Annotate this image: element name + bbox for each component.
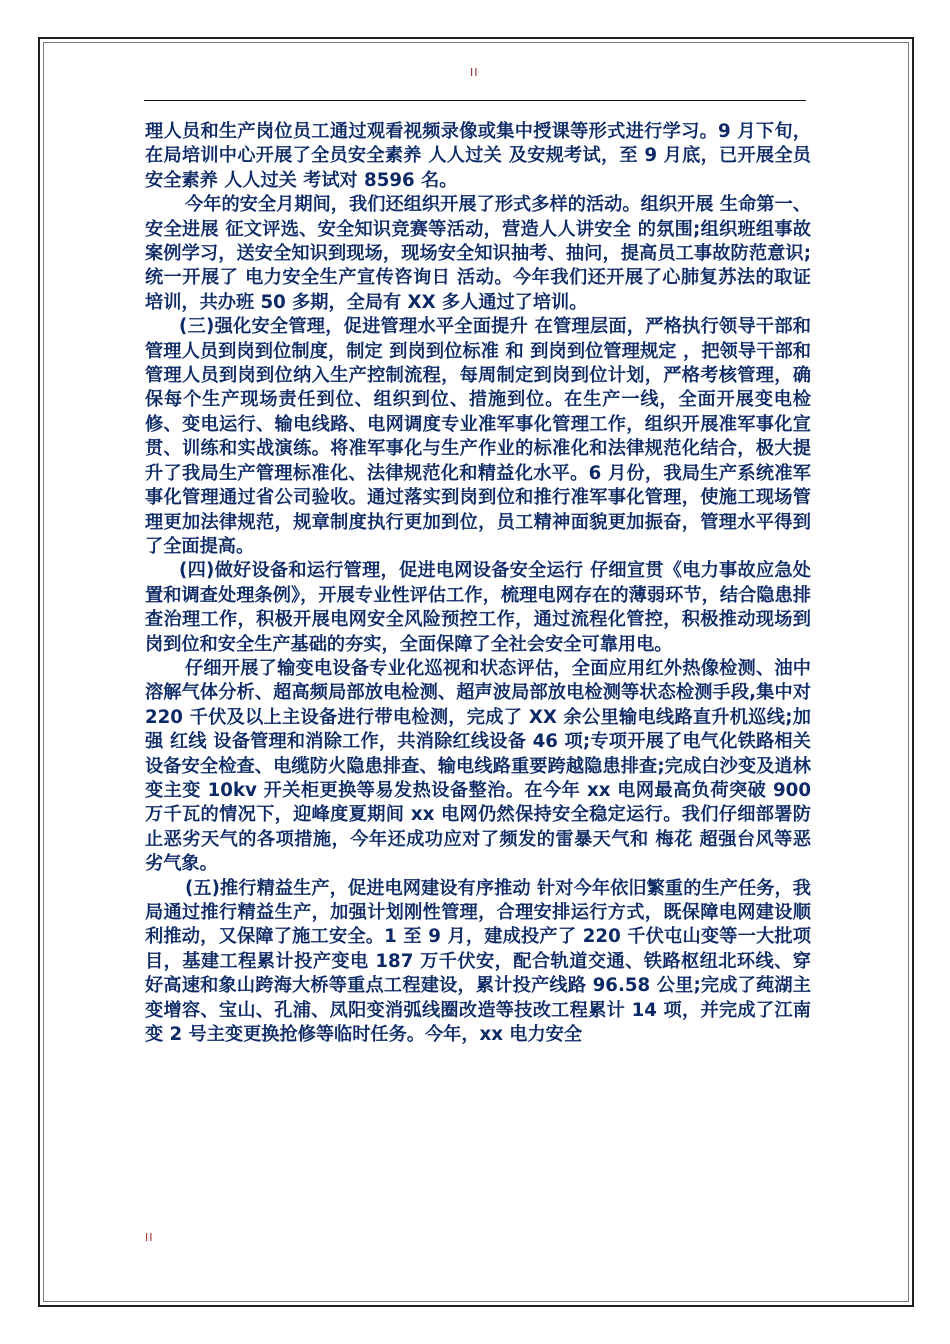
- paragraph-lean-production: (五)推行精益生产，促进电网建设有序推动 针对今年依旧繁重的生产任务，我局通过推行精益生产，加强计划刚性管理，合理安排运行方式，既保障电网建设顺利推动，又保障了施工安全。1 至 9 月，建成投产了 220 千伏屯山变等一大批项目，基建工程累计投产变电 187 万千伏安，配合轨道交通、铁路枢纽北环线、穿好高速和象山跨海大桥等重点工程建设，累计投产线路 96.58 公里;完成了莼湖主变增容、宝山、孔浦、凤阳变消弧线圈改造等技改工程累计 14 项，并完成了江南变 2 号主变更换抢修等临时任务。今年，xx 电力安全: [145, 877, 811, 1046]
- paragraph-equipment-inspection: 仔细开展了输变电设备专业化巡视和状态评估，全面应用红外热像检测、油中溶解气体分析、超高频局部放电检测、超声波局部放电检测等状态检测手段,集中对 220 千伏及以上主设备进行带电检测，完成了 XX 余公里输电线路直升机巡线;加强 红线 设备管理和消除工作，共消除红线设备 46 项;专项开展了电气化铁路相关设备安全检查、电缆防火隐患排查、输电线路重要跨越隐患排查;完成白沙变及逍林变主变 10kv 开关柜更换等易发热设备整治。在今年 xx 电网最高负荷突破 900 万千瓦的情况下，迎峰度夏期间 xx 电网仍然保持安全稳定运行。我们仔细部署防止恶劣天气的各项措施，今年还成功应对了频发的雷暴天气和 梅花 超强台风等恶劣气象。: [145, 657, 811, 875]
- paragraph-safety-month: 今年的安全月期间，我们还组织开展了形式多样的活动。组织开展 生命第一、安全进展 征文评选、安全知识竞赛等活动，营造人人讲安全 的氛围;组织班组事故案例学习，送安全知识到现场，现场安全知识抽考、抽问，提高员工事故防范意识;统一开展了 电力安全生产宣传咨询日 活动。今年我们还开展了心肺复苏法的取证培训，共办班 50 多期，全局有 XX 多人通过了培训。: [145, 194, 811, 313]
- document-body: [145, 120, 811, 1047]
- paragraph-training-continuation: 理人员和生产岗位员工通过观看视频录像或集中授课等形式进行学习。9 月下旬，在局培训中心开展了全员安全素养 人人过关 及安规考试，至 9 月底，已开展全员安全素养 人人过关 考试对 8596 名。: [145, 121, 811, 191]
- paragraph-equipment-operation: (四)做好设备和运行管理，促进电网设备安全运行 仔细宣贯《电力事故应急处置和调查处理条例》，开展专业性评估工作，梳理电网存在的薄弱环节，结合隐患排查治理工作，积极开展电网安全风险预控工作，通过流程化管控，积极推动现场到岗到位和安全生产基础的夯实，全面保障了全社会安全可靠用电。: [145, 560, 811, 655]
- paragraph-safety-management: (三)强化安全管理，促进管理水平全面提升 在管理层面，严格执行领导干部和管理人员到岗到位制度，制定 到岗到位标准 和 到岗到位管理规定 ，把领导干部和管理人员到岗到位纳入生产控制流程，每周制定到岗到位计划，严格考核管理，确保每个生产现场责任到位、组织到位、措施到位。在生产一线，全面开展变电检修、变电运行、输电线路、电网调度专业准军事化管理工作，组织开展准军事化宣贯、训练和实战演练。将准军事化与生产作业的标准化和法律规范化结合，极大提升了我局生产管理标准化、法律规范化和精益化水平。6 月份，我局生产系统准军事化管理通过省公司验收。通过落实到岗到位和推行准军事化管理，使施工现场管理更加法律规范，规章制度执行更加到位，员工精神面貌更加振奋，管理水平得到了全面提高。: [145, 316, 811, 557]
- footer-page-mark: II: [145, 1231, 154, 1244]
- header-page-mark: II: [470, 66, 479, 79]
- header-rule: [144, 100, 806, 101]
